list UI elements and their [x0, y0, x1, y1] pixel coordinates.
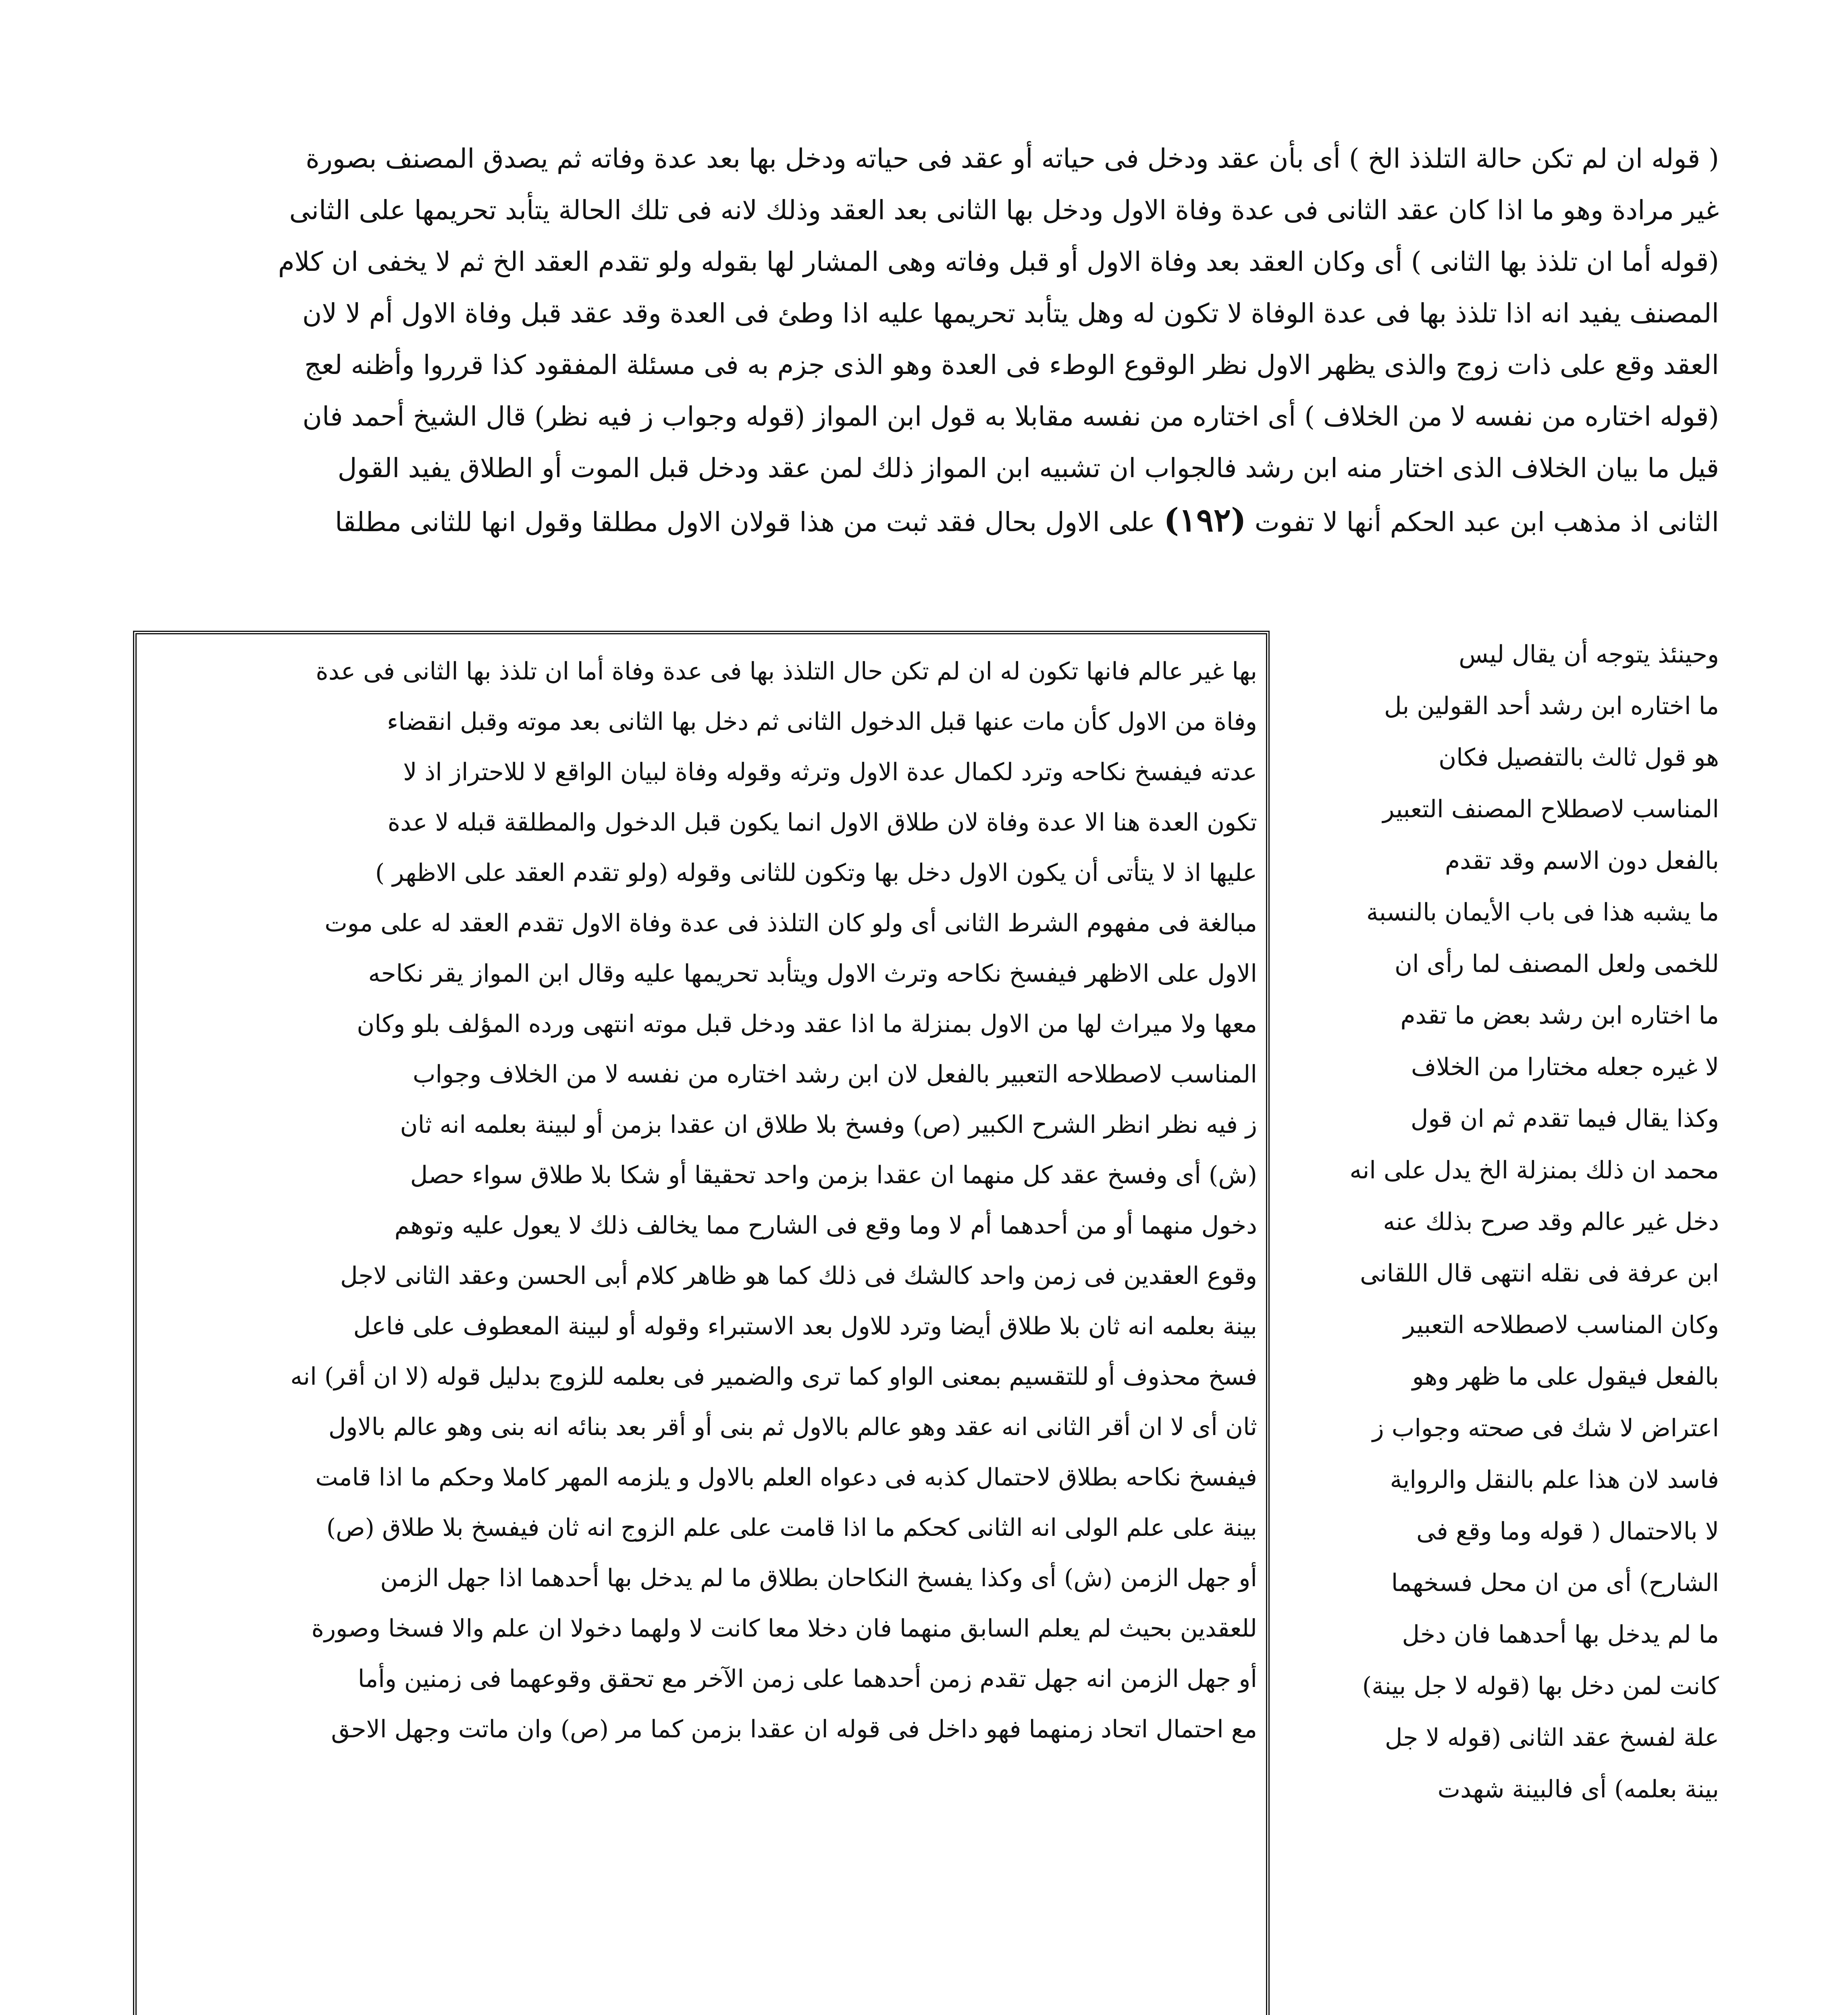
text-line: المصنف يفيد انه اذا تلذذ بها فى عدة الوفاة لا تكون له وهل يتأبد تحريمها عليه اذا وطئ فى العدة وقد عقد قبل وفاة الاول أم لا لان: [302, 298, 1719, 329]
text-line: وحينئذ يتوجه أن يقال ليس: [1459, 640, 1719, 669]
main-text-body: [146, 646, 1257, 2015]
text-line: المناسب لاصطلاح المصنف التعبير: [1382, 795, 1719, 823]
text-line: العقد وقع على ذات زوج والذى يظهر الاول نظر الوقوع الوطء فى العدة وهو الذى جزم به فى مسئلة المفقود كذا قرروا وأظنه لعج: [304, 349, 1719, 380]
text-line: الشارح) أى من ان محل فسخهما: [1391, 1569, 1719, 1597]
text-line: أو جهل الزمن (ش) أى وكذا يفسخ النكاحان بطلاق ما لم يدخل بها أحدهما اذا جهل الزمن: [380, 1564, 1257, 1592]
text-line: الاول على الاظهر فيفسخ نكاحه وترث الاول ويتأبد تحريمها عليه وقال ابن المواز يقر نكاحه: [368, 960, 1257, 988]
text-line: فاسد لان هذا علم بالنقل والرواية: [1390, 1466, 1719, 1494]
text-line: مع احتمال اتحاد زمنهما فهو داخل فى قوله ان عقدا بزمن كما مر (ص) وان ماتت وجهل الاحق: [331, 1715, 1257, 1743]
text-line: بينة بعلمه) أى فالبينة شهدت: [1437, 1775, 1719, 1803]
main-text-frame: [133, 631, 1270, 2015]
text-line: كانت لمن دخل بها (قوله لا جل بينة): [1362, 1672, 1719, 1700]
text-line: معها ولا ميراث لها من الاول بمنزلة ما اذا عقد ودخل قبل موته انتهى ورده المؤلف بلو وكان: [357, 1010, 1257, 1038]
text-line: تكون العدة هنا الا عدة وفاة لان طلاق الاول انما يكون قبل الدخول والمطلقة قبله لا عدة: [387, 808, 1257, 837]
text-line: ابن عرفة فى نقله انتهى قال اللقانى: [1360, 1259, 1719, 1288]
text-line: وكذا يقال فيما تقدم ثم ان قول: [1410, 1105, 1719, 1133]
text-line: [133, 494, 1719, 546]
text-line: بالفعل فيقول على ما ظهر وهو: [1412, 1363, 1719, 1391]
text-line: اعتراض لا شك فى صحته وجواب ز: [1372, 1414, 1719, 1442]
text-line: دخول منهما أو من أحدهما أم لا وما وقع فى الشارح مما يخالف ذلك لا يعول عليه وتوهم: [394, 1211, 1257, 1240]
text-line: (قوله اختاره من نفسه لا من الخلاف ) أى اختاره من نفسه مقابلا به قول ابن المواز (قوله وجواب ز فيه نظر) قال الشيخ أحمد فان: [302, 401, 1719, 432]
text-line: بينة بعلمه انه ثان بلا طلاق أيضا وترد للاول بعد الاستبراء وقوله أو لبينة المعطوف على فاعل: [353, 1312, 1257, 1340]
text-line: المناسب لاصطلاحه التعبير بالفعل لان ابن رشد اختاره من نفسه لا من الخلاف وجواب: [412, 1060, 1257, 1089]
text-line: عدته فيفسخ نكاحه وترد لكمال عدة الاول وترثه وقوله وفاة لبيان الواقع لا للاحتراز اذ لا: [403, 758, 1257, 786]
text-line: فيفسخ نكاحه بطلاق لاحتمال كذبه فى دعواه العلم بالاول و يلزمه المهر كاملا وحكم ما اذا قامت: [315, 1463, 1257, 1492]
text-line: أو جهل الزمن انه جهل تقدم زمن أحدهما على زمن الآخر مع تحقق وقوعهما فى زمنين وأما: [358, 1665, 1257, 1693]
top-commentary-block: [133, 133, 1719, 546]
text-line: غير مرادة وهو ما اذا كان عقد الثانى فى عدة وفاة الاول ودخل بها الثانى بعد العقد وذلك لانه فى تلك الحالة يتأبد تحريمها على الثانى: [289, 195, 1719, 226]
text-line: ما لم يدخل بها أحدهما فان دخل: [1402, 1620, 1719, 1649]
text-line: (قوله أما ان تلذذ بها الثانى ) أى وكان العقد بعد وفاة الاول أو قبل وفاته وهى المشار لها بقوله ولو تقدم العقد الخ ثم لا يخفى ان كلام: [278, 246, 1719, 277]
text-line: ما اختاره ابن رشد أحد القولين بل: [1384, 692, 1719, 720]
text-line: قيل ما بيان الخلاف الذى اختار منه ابن رشد فالجواب ان تشبيه ابن المواز ذلك لمن عقد ودخل قبل الموت أو الطلاق يفيد القول: [337, 453, 1719, 484]
text-line: ز فيه نظر انظر الشرح الكبير (ص) وفسخ بلا طلاق ان عقدا بزمن أو لبينة بعلمه انه ثان: [400, 1111, 1257, 1139]
text-line: فسخ محذوف أو للتقسيم بمعنى الواو كما ترى والضمير فى بعلمه للزوج بدليل قوله (لا ان أقر) انه: [290, 1363, 1257, 1391]
text-line: للعقدين بحيث لم يعلم السابق منهما فان دخلا معا كانت لا ولهما دخولا ان علم والا فسخا وصورة: [311, 1614, 1257, 1643]
text-line: للخمى ولعل المصنف لما رأى ان: [1394, 950, 1719, 978]
text-line: لا غيره جعله مختارا من الخلاف: [1411, 1053, 1719, 1081]
text-line: عليها اذ لا يتأتى أن يكون الاول دخل بها وتكون للثانى وقوله (ولو تقدم العقد على الاظهر ): [375, 859, 1257, 887]
text-line: بينة على علم الولى انه الثانى كحكم ما اذا قامت على علم الزوج انه ثان فيفسخ بلا طلاق (ص): [326, 1514, 1257, 1542]
page-number: (١٩٢): [1164, 501, 1246, 539]
text-line: (ش) أى وفسخ عقد كل منهما ان عقدا بزمن واحد تحقيقا أو شكا بلا طلاق سواء حصل: [410, 1161, 1257, 1189]
text-line: بها غير عالم فانها تكون له ان لم تكن حال التلذذ بها فى عدة وفاة أما ان تلذذ بها الثانى فى عدة: [316, 657, 1257, 686]
text-line: وقوع العقدين فى زمن واحد كالشك فى ذلك كما هو ظاهر كلام أبى الحسن وعقد الثانى لاجل: [340, 1262, 1257, 1290]
text-line-end: على الاول بحال فقد ثبت من هذا قولان الاول مطلقا وقول انها للثانى مطلقا: [335, 507, 1156, 538]
text-line: ( قوله ان لم تكن حالة التلذذ الخ ) أى بأن عقد ودخل فى حياته أو عقد فى حياته ودخل بها بعد عدة وفاته ثم يصدق المصنف بصورة: [306, 143, 1719, 174]
text-line: دخل غير عالم وقد صرح بذلك عنه: [1383, 1208, 1719, 1236]
text-line-start: الثانى اذ مذهب ابن عبد الحكم أنها لا تفوت: [1254, 507, 1719, 538]
text-line: محمد ان ذلك بمنزلة الخ يدل على انه: [1349, 1156, 1719, 1184]
side-commentary-column: [1284, 629, 1719, 1815]
text-line: ثان أى لا ان أقر الثانى انه عقد وهو عالم بالاول ثم بنى أو أقر بعد بنائه انه بنى وهو عالم بالاول: [328, 1413, 1257, 1441]
text-line: وكان المناسب لاصطلاحه التعبير: [1403, 1311, 1719, 1339]
text-line: وفاة من الاول كأن مات عنها قبل الدخول الثانى ثم دخل بها الثانى بعد موته وقبل انقضاء: [387, 708, 1257, 736]
text-line: مبالغة فى مفهوم الشرط الثانى أى ولو كان التلذذ فى عدة وفاة الاول تقدم العقد له على موت: [324, 909, 1257, 937]
text-line: لا بالاحتمال ( قوله وما وقع فى: [1416, 1517, 1719, 1546]
text-line: علة لفسخ عقد الثانى (قوله لا جل: [1384, 1724, 1719, 1752]
text-line: ما يشبه هذا فى باب الأيمان بالنسبة: [1366, 898, 1719, 926]
text-line: بالفعل دون الاسم وقد تقدم: [1445, 847, 1719, 875]
text-line: ما اختاره ابن رشد بعض ما تقدم: [1400, 1001, 1719, 1030]
text-line: هو قول ثالث بالتفصيل فكان: [1438, 744, 1719, 772]
